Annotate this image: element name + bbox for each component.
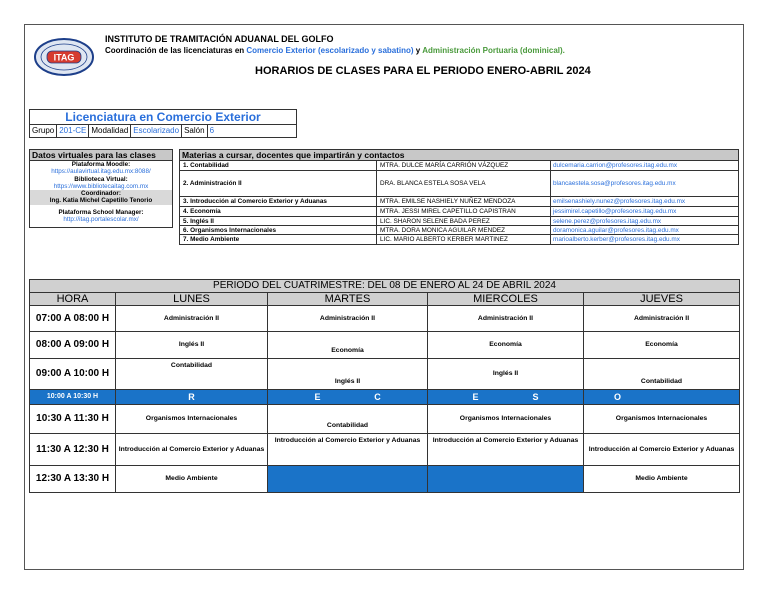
class-cell: Administración II [428,306,584,332]
recess-hour: 10:00 A 10:30 H [30,390,116,405]
materia-row [180,171,738,197]
recess-letter: R [116,390,268,405]
salon-label: Salón [182,125,207,137]
class-cell: Inglés II [116,332,268,359]
col-header-jueves: JUEVES [584,293,740,306]
materia-name: 7. Medio Ambiente [180,235,377,244]
materia-name: 3. Introducción al Comercio Exterior y Aduanas [180,197,377,206]
materia-email-link[interactable]: dulcemaria.carrion@profesores.itag.edu.mx [553,162,678,169]
materia-row [180,161,738,171]
recess-letter-pair [268,390,428,405]
recess-letter: E [314,392,321,402]
datos-virtuales-box [29,149,173,228]
modalidad-value: Escolarizado [131,125,182,137]
period-row [30,280,740,293]
class-cell: Medio Ambiente [584,466,740,493]
hour-cell: 12:30 A 13:30 H [30,466,116,493]
logo-text: ITAG [53,52,75,63]
empty-blue-cell [428,466,584,493]
materia-docente: LIC. SHARON SELENE BADA PEREZ [377,217,551,225]
days-header-row [30,293,740,306]
grupo-label: Grupo [30,125,57,137]
licenciatura-details [30,125,296,137]
coord-comercio-exterior: Comercio Exterior (escolarizado y sabatino) [246,46,414,55]
class-cell: Organismos Internacionales [584,405,740,434]
materia-name: 6. Organismos Internacionales [180,226,377,234]
schedule-row [30,434,740,466]
materia-email-link[interactable]: jessimirel.capetillo@profesores.itag.edu.mx [553,208,677,215]
hour-cell: 09:00 A 10:00 H [30,359,116,390]
class-cell: Organismos Internacionales [428,405,584,434]
materia-email-link[interactable]: marioalberto.kerber@profesores.itag.edu.mx [553,236,680,243]
materia-email-link[interactable]: blancaestela.sosa@profesores.itag.edu.mx [553,180,676,187]
materia-docente: MTRA. DULCE MARÍA CARRIÓN VÁZQUEZ [377,161,551,170]
materia-name: 1. Contabilidad [180,161,377,170]
biblioteca-link[interactable]: https://www.bibliotecaitag.com.mx [53,182,149,190]
class-cell: Economía [268,332,428,359]
class-cell: Introducción al Comercio Exterior y Aduanas [268,434,428,466]
recess-row [30,390,740,405]
school-manager-link[interactable]: http://itag.portalescolar.mx/ [63,216,139,224]
class-cell: Economía [584,332,740,359]
class-cell: Contabilidad [116,359,268,390]
class-cell: Contabilidad [584,359,740,390]
hour-cell: 07:00 A 08:00 H [30,306,116,332]
recess-letter: C [374,392,381,402]
licenciatura-title: Licenciatura en Comercio Exterior [30,110,296,125]
materia-row [180,235,738,244]
page-title: HORARIOS DE CLASES PARA EL PERIODO ENERO-ABRIL 2024 [255,65,591,77]
empty-blue-cell [268,466,428,493]
materia-docente: DRA. BLANCA ESTELA SOSA VELA [377,171,551,196]
materia-docente: MTRA. EMILSE NASHIELY NUÑEZ MENDOZA [377,197,551,206]
schedule-document [24,24,744,570]
coordinator-block [30,190,172,205]
moodle-link[interactable]: https://aulavirtual.itag.edu.mx:8088/ [51,168,151,176]
grupo-value: 201-CE [57,125,89,137]
materia-docente: MTRA. DORA MONICA AGUILAR MENDEZ [377,226,551,234]
materia-row [180,207,738,217]
licenciatura-box [29,109,297,138]
class-cell: Introducción al Comercio Exterior y Aduanas [116,434,268,466]
coordinator-name: Ing. Katia Michel Capetillo Tenorio [49,197,153,205]
class-cell: Contabilidad [268,405,428,434]
schedule-row [30,359,740,390]
col-header-lunes: LUNES [116,293,268,306]
hour-cell: 11:30 A 12:30 H [30,434,116,466]
materias-box [179,149,739,245]
modalidad-label: Modalidad [89,125,131,137]
materia-email-link[interactable]: doramonica.aguilar@profesores.itag.edu.mx [553,226,679,234]
datos-virtuales-heading: Datos virtuales para las clases [30,150,172,161]
materia-name: 2. Administración II [180,171,377,196]
materia-docente: MTRA. JESSI MIREL CAPETILLO CAPISTRAN [377,207,551,216]
schedule-row [30,332,740,359]
schedule-row [30,306,740,332]
materia-row [180,217,738,226]
school-manager-label: Plataforma School Manager: [58,208,144,216]
class-cell: Inglés II [428,359,584,390]
recess-letter: E [472,392,479,402]
materia-email-link[interactable]: selene.perez@profesores.itag.edu.mx [553,217,662,225]
moodle-label: Plataforma Moodle: [71,161,131,168]
materia-row [180,226,738,235]
coord-prefix: Coordinación de las licenciaturas en [105,46,245,55]
col-header-miercoles: MIERCOLES [428,293,584,306]
materia-row [180,197,738,207]
schedule-row [30,405,740,434]
class-cell: Economía [428,332,584,359]
class-cell: Medio Ambiente [116,466,268,493]
recess-letter-pair [428,390,584,405]
materia-email-link[interactable]: emilsenashiely.nunez@profesores.itag.edu.mx [553,198,686,205]
coordination-line [105,46,565,55]
materias-heading: Materias a cursar, docentes que impartirán y contactos [180,150,738,161]
period-heading: PERIODO DEL CUATRIMESTRE: DEL 08 DE ENERO AL 24 DE ABRIL 2024 [30,280,740,293]
recess-letter: O [584,390,740,405]
col-header-martes: MARTES [268,293,428,306]
class-cell: Administración II [268,306,428,332]
class-cell: Administración II [584,306,740,332]
col-header-hora: HORA [30,293,116,306]
class-cell: Administración II [116,306,268,332]
schedule-table [29,279,740,493]
class-cell: Inglés II [268,359,428,390]
materia-name: 5. Inglés II [180,217,377,225]
class-cell: Introducción al Comercio Exterior y Aduanas [428,434,584,466]
coordinator-label: Coordinador: [81,190,121,198]
recess-letter: S [532,392,539,402]
hour-cell: 10:30 A 11:30 H [30,405,116,434]
biblioteca-label: Biblioteca Virtual: [74,175,128,183]
materia-name: 4. Economía [180,207,377,216]
class-cell: Introducción al Comercio Exterior y Aduanas [584,434,740,466]
materia-docente: LIC. MARIO ALBERTO KERBER MARTINEZ [377,235,551,244]
hour-cell: 08:00 A 09:00 H [30,332,116,359]
institute-name: INSTITUTO DE TRAMITACIÓN ADUANAL DEL GOLFO [105,34,334,44]
class-cell: Organismos Internacionales [116,405,268,434]
coord-administracion-portuaria: Administración Portuaria (dominical). [422,46,565,55]
coord-and: y [415,46,421,55]
itag-logo [33,37,95,77]
salon-value: 6 [209,126,215,135]
schedule-row [30,466,740,493]
